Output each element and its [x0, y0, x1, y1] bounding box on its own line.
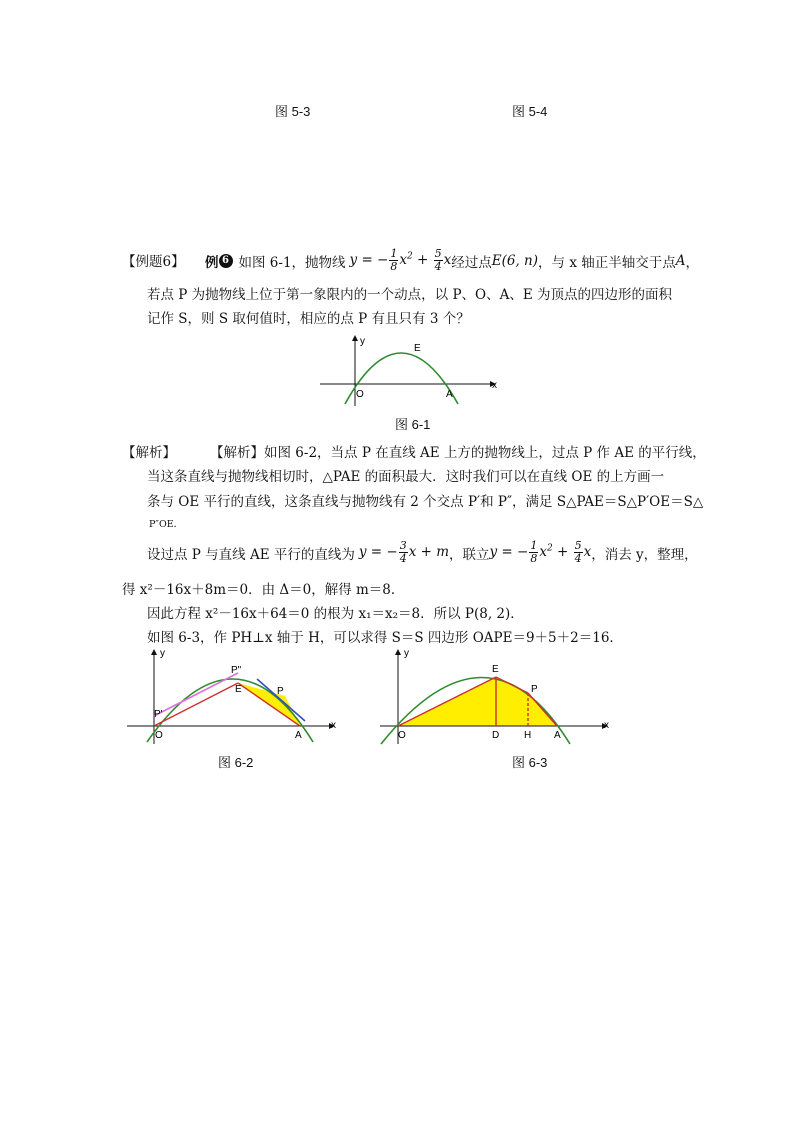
solution-line-7: 因此方程 x²－16x＋64＝0 的根为 x₁＝x₂＝8．所以 P(8, 2)．	[147, 606, 524, 622]
eq1-frac1-num: 1	[390, 247, 398, 260]
fig62-point-P2: P"	[231, 665, 242, 676]
fig63-y-label: y	[404, 648, 409, 659]
fig62-y-label: y	[160, 648, 165, 659]
fig62-point-E: E	[235, 684, 242, 695]
eq3-frac1	[529, 540, 538, 565]
eq3-frac2-den: 4	[574, 552, 582, 565]
fig62-line-OE	[154, 683, 238, 726]
example-line-3: 记作 S，则 S 取何值时，相应的点 P 有且只有 3 个？	[147, 311, 470, 327]
point-A-label: A	[675, 252, 686, 269]
eq1-plus: +	[412, 252, 433, 268]
example-line-2: 若点 P 为抛物线上位于第一象限内的一个动点，以 P、O、A、E 为顶点的四边形的面积	[147, 287, 673, 303]
solution-tag: 【解析】	[122, 445, 176, 461]
fig63-point-O: O	[398, 730, 406, 741]
fig61-point-A: A	[446, 389, 453, 400]
example-tag: 【例题6】	[122, 254, 185, 270]
eq2-lhs: y = −	[358, 544, 398, 560]
figure-6-3	[378, 646, 613, 746]
point-E-label: E(6, n)	[491, 252, 539, 269]
solution-line-6: 得 x²－16x＋8m＝0．由 Δ＝0，解得 m＝8．	[122, 582, 405, 598]
solution-line-1: 【解析】如图 6-2，当点 P 在直线 AE 上方的抛物线上，过点 P 作 AE 的平行线，	[210, 445, 706, 461]
fig62-y-arrow-icon	[151, 649, 157, 655]
eq3-lhs: y = −	[489, 544, 529, 560]
figure-6-2	[125, 646, 340, 746]
fig63-point-A: A	[554, 730, 561, 741]
eq3-square: 2	[546, 543, 553, 554]
eq1-frac2-num: 5	[434, 247, 442, 260]
eq3-x2: x	[539, 544, 547, 560]
fig63-y-arrow-icon	[395, 649, 401, 655]
fig61-point-E: E	[414, 343, 421, 354]
eq2-frac-den: 4	[399, 552, 407, 565]
eq1-frac1	[389, 248, 398, 273]
example-text-1c: ，与 x 轴正半轴交于点	[538, 254, 676, 271]
solution-text-5a: 设过点 P 与直线 AE 平行的直线为	[147, 546, 355, 563]
fig61-y-label: y	[360, 336, 365, 347]
eq1-x2: x	[399, 252, 407, 268]
fig62-point-A: A	[295, 730, 302, 741]
equation-parabola	[350, 248, 452, 273]
figure-caption-5-3: 图 5-3	[275, 104, 311, 119]
equation-parabola-2	[490, 540, 592, 565]
eq1-lhs: y = −	[349, 252, 389, 268]
example-text-1b: 经过点	[451, 254, 492, 271]
fig63-point-D: D	[492, 730, 500, 741]
fig62-parallel-OE	[154, 673, 238, 716]
eq3-frac1-den: 8	[530, 552, 538, 565]
solution-line-3: 条与 OE 平行的直线，这条直线与抛物线有 2 个交点 P′和 P″，满足 S△PAE＝S△P′OE＝S△	[147, 494, 704, 510]
fig63-point-P: P	[531, 684, 538, 695]
example-number-badge: 6	[219, 254, 233, 268]
example-line-1	[205, 248, 699, 273]
fig61-x-label: x	[492, 380, 497, 391]
eq1-square: 2	[407, 251, 413, 262]
fig62-point-P: P	[277, 686, 284, 697]
eq1-frac1-den: 8	[390, 260, 398, 273]
eq2-frac-num: 3	[399, 539, 407, 552]
figure-caption-5-4: 图 5-4	[512, 104, 548, 119]
solution-line-2: 当这条直线与抛物线相切时，△PAE 的面积最大．这时我们可以在直线 OE 的上方画一	[147, 469, 665, 485]
solution-line-4: P″OE．	[149, 519, 184, 530]
solution-line-8: 如图 6-3，作 PH⊥x 轴于 H，可以求得 S＝S 四边形 OAPE＝9＋5＋2＝16．	[147, 630, 623, 646]
eq3-plus: +	[552, 544, 573, 560]
fig62-point-O: O	[155, 730, 163, 741]
eq2-frac	[399, 540, 408, 565]
solution-text-5c: ，消去 y，整理，	[591, 546, 698, 563]
eq3-x1: x	[583, 544, 592, 560]
eq3-frac1-num: 1	[530, 539, 538, 552]
solution-line-5	[147, 540, 698, 565]
figure-caption-6-3: 图 6-3	[512, 755, 548, 770]
figure-6-1	[318, 334, 498, 408]
eq3-frac2-num: 5	[574, 539, 582, 552]
figure-caption-6-2: 图 6-2	[218, 755, 254, 770]
fig61-point-O: O	[356, 389, 364, 400]
fig63-point-H: H	[524, 730, 532, 741]
eq2-rest: x + m	[408, 544, 450, 560]
equation-parallel-line	[359, 540, 449, 565]
fig62-point-P1: P'	[154, 709, 163, 720]
fig63-x-label: x	[604, 720, 609, 731]
eq1-frac2	[434, 248, 443, 273]
eq3-frac2	[574, 540, 583, 565]
example-text-1d: ，	[685, 254, 699, 271]
example-label: 例	[205, 254, 219, 271]
fig63-point-E: E	[492, 664, 499, 675]
example-text-1a: 如图 6-1，抛物线	[238, 254, 346, 271]
fig62-x-label: x	[331, 720, 336, 731]
figure-caption-6-1: 图 6-1	[395, 417, 431, 432]
eq1-x1: x	[443, 252, 452, 268]
solution-text-5b: ，联立	[449, 546, 490, 563]
fig61-y-arrow-icon	[352, 335, 358, 341]
eq1-frac2-den: 4	[434, 260, 442, 273]
